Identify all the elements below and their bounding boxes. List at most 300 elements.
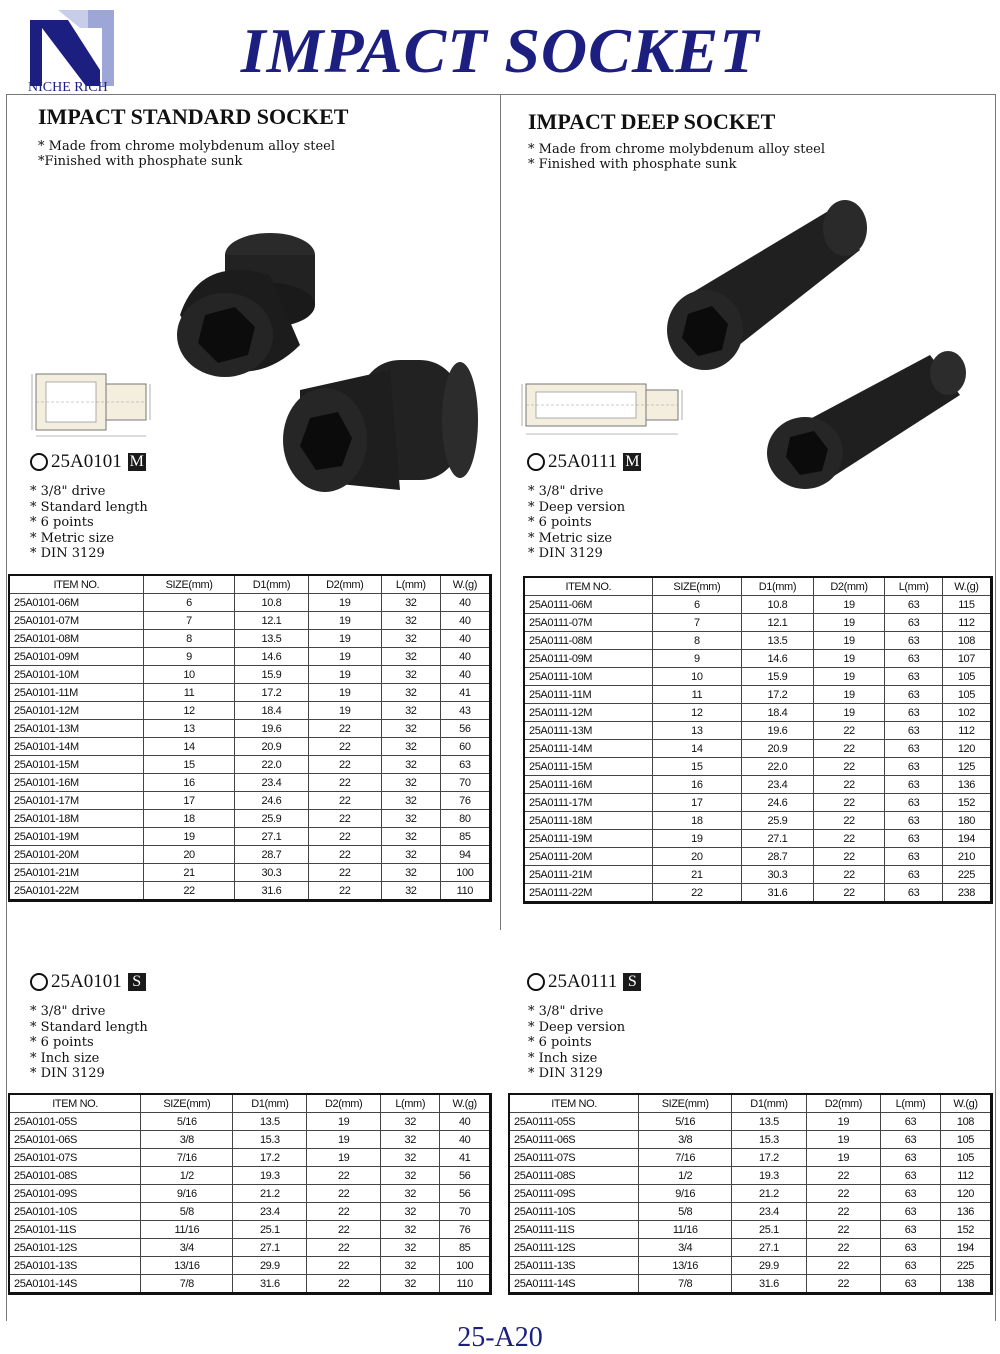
metric-badge: M [625,453,640,470]
table-row [9,720,491,738]
item-number-cell: 25A0111-06S [509,1131,639,1149]
table-cell: 22 [806,1167,880,1185]
table-cell: 40 [440,630,490,648]
table-cell: 13/16 [639,1257,732,1275]
table-cell: 22 [813,884,885,903]
item-number-cell: 25A0101-05S [9,1113,141,1131]
circle-icon [30,973,48,991]
table-cell: 10.8 [235,594,308,612]
item-number-cell: 25A0111-09S [509,1185,639,1203]
item-number-cell: 25A0101-08M [9,630,143,648]
table-cell: 210 [942,848,991,866]
item-number-cell: 25A0111-22M [524,884,652,903]
table-cell: 22 [813,794,885,812]
table-row [9,1203,491,1221]
table-cell: 94 [440,846,490,864]
table-cell: 22 [308,810,381,828]
table-cell: 22 [307,1167,381,1185]
table-cell: 22 [307,1185,381,1203]
table-cell: 22 [308,792,381,810]
table-cell: 32 [381,612,440,630]
table-row [524,830,992,848]
table-row [524,740,992,758]
column-divider [500,94,501,930]
table-cell: 22 [143,882,235,901]
table-cell: 32 [381,1203,440,1221]
item-number-cell: 25A0101-21M [9,864,143,882]
table-cell: 32 [381,810,440,828]
table-cell: 32 [381,702,440,720]
table-cell: 30.3 [742,866,814,884]
table-row [9,864,491,882]
table-cell: 19 [307,1131,381,1149]
table-cell: 63 [881,1185,941,1203]
table-cell: 22 [813,758,885,776]
deep-inch-specs [528,1004,625,1082]
item-number-cell: 25A0101-12S [9,1239,141,1257]
table-cell: 120 [940,1185,991,1203]
table-cell: 22 [308,774,381,792]
item-number-cell: 25A0111-11S [509,1221,639,1239]
table-cell: 5/16 [639,1113,732,1131]
item-number-cell: 25A0101-16M [9,774,143,792]
table-row [9,684,491,702]
table-row [524,632,992,650]
table-cell: 23.4 [742,776,814,794]
table-cell: 17.2 [235,684,308,702]
deep-features [528,142,825,172]
page-title: IMPACT SOCKET [240,15,760,86]
table-cell: 194 [940,1239,991,1257]
table-row [9,738,491,756]
table-row [524,668,992,686]
item-number-cell: 25A0101-07S [9,1149,141,1167]
table-cell: 22 [813,866,885,884]
spec-line: * 6 points [30,515,94,530]
table-cell: 63 [885,884,943,903]
table-cell: 180 [942,812,991,830]
table-cell: 19 [652,830,742,848]
item-number-cell: 25A0111-16M [524,776,652,794]
table-cell: 32 [381,1185,440,1203]
table-cell: 63 [885,722,943,740]
table-row [524,848,992,866]
table-cell: 11/16 [639,1221,732,1239]
table-cell: 18 [652,812,742,830]
table-cell: 18 [143,810,235,828]
table-cell: 9/16 [141,1185,233,1203]
item-number-cell: 25A0111-09M [524,650,652,668]
table-cell: 22 [813,848,885,866]
table-row [509,1203,992,1221]
table-cell: 19 [813,650,885,668]
table-cell: 112 [942,722,991,740]
table-row [509,1185,992,1203]
table-row [9,1113,491,1131]
table-cell: 32 [381,648,440,666]
table-cell: 63 [440,756,490,774]
spec-line: * Standard length [30,1019,148,1035]
table-cell: 32 [381,774,440,792]
table-cell: 63 [885,776,943,794]
table-cell: 32 [381,684,440,702]
table-cell: 14.6 [742,650,814,668]
column-header: SIZE(mm) [639,1094,732,1113]
table-row [9,594,491,612]
table-cell: 63 [885,632,943,650]
table-cell: 31.6 [732,1275,806,1294]
table-cell: 15 [652,758,742,776]
standard-features [38,139,335,169]
table-cell: 63 [885,866,943,884]
spec-line: * DIN 3129 [528,1066,603,1081]
table-row [524,758,992,776]
table-cell: 108 [940,1113,991,1131]
table-cell: 17 [652,794,742,812]
column-header: D2(mm) [813,577,885,596]
table-cell: 7/16 [639,1149,732,1167]
item-number-cell: 25A0111-14S [509,1275,639,1294]
table-cell: 63 [881,1131,941,1149]
table-cell: 20.9 [235,738,308,756]
table-cell: 24.6 [742,794,814,812]
column-header: W.(g) [440,575,490,594]
item-number-cell: 25A0111-17M [524,794,652,812]
table-cell: 22 [806,1221,880,1239]
table-cell: 32 [381,882,440,901]
table-cell: 43 [440,702,490,720]
table-cell: 19 [308,630,381,648]
table-header-row [509,1094,992,1113]
table-cell: 30.3 [235,864,308,882]
column-header: SIZE(mm) [141,1094,233,1113]
table-cell: 85 [440,1239,491,1257]
table-row [9,828,491,846]
table-row [509,1131,992,1149]
item-number-cell: 25A0111-05S [509,1113,639,1131]
item-number-cell: 25A0101-11S [9,1221,141,1239]
table-cell: 63 [885,668,943,686]
item-number-cell: 25A0111-19M [524,830,652,848]
table-cell: 10.8 [742,596,814,614]
table-cell: 105 [940,1149,991,1167]
deep-metric-heading [527,451,641,473]
column-header: D2(mm) [308,575,381,594]
column-header: ITEM NO. [9,575,143,594]
deep-metric-specs [528,484,625,562]
item-number-cell: 25A0101-22M [9,882,143,901]
table-cell: 22 [308,882,381,901]
table-cell: 23.4 [732,1203,806,1221]
column-header: D2(mm) [806,1094,880,1113]
table-cell: 10 [652,668,742,686]
table-row [509,1149,992,1167]
column-header: ITEM NO. [524,577,652,596]
table-cell: 70 [440,1203,491,1221]
column-header: L(mm) [381,1094,440,1113]
deep-inch-heading [527,971,641,993]
table-cell: 63 [885,740,943,758]
circle-icon [527,973,545,991]
table-cell: 125 [942,758,991,776]
table-cell: 10 [143,666,235,684]
table-cell: 22.0 [235,756,308,774]
table-cell: 63 [885,812,943,830]
standard-socket-title: IMPACT STANDARD SOCKET [38,104,349,129]
table-cell: 22 [813,740,885,758]
table-row [509,1257,992,1275]
table-cell: 138 [940,1275,991,1294]
table-cell: 238 [942,884,991,903]
table-cell: 8 [652,632,742,650]
table-row [524,650,992,668]
table-cell: 22 [307,1257,381,1275]
table-cell: 23.4 [233,1203,307,1221]
table-cell: 32 [381,666,440,684]
table-cell: 110 [440,1275,491,1294]
table-cell: 13.5 [233,1113,307,1131]
column-header: ITEM NO. [9,1094,141,1113]
table-row [9,1221,491,1239]
table-cell: 22 [813,776,885,794]
spec-line: * Metric size [528,530,613,546]
inch-badge: S [623,973,641,991]
table-cell: 16 [652,776,742,794]
table-cell: 60 [440,738,490,756]
table-cell: 23.4 [235,774,308,792]
table-cell: 25.9 [235,810,308,828]
table-cell: 18.4 [742,704,814,722]
column-header: W.(g) [940,1094,991,1113]
item-number-cell: 25A0111-20M [524,848,652,866]
table-cell: 80 [440,810,490,828]
table-cell: 19.6 [235,720,308,738]
table-row [9,1275,491,1294]
table-cell: 19.6 [742,722,814,740]
table-cell: 19 [806,1113,880,1131]
table-cell: 63 [885,650,943,668]
table-cell: 22 [308,864,381,882]
item-number-cell: 25A0101-06S [9,1131,141,1149]
table-cell: 17.2 [732,1149,806,1167]
table-row [9,846,491,864]
spec-line: * Inch size [30,1050,100,1066]
table-cell: 1/2 [141,1167,233,1185]
column-header: L(mm) [381,575,440,594]
item-number-cell: 25A0111-07M [524,614,652,632]
table-cell: 22 [813,830,885,848]
table-cell: 41 [440,1149,491,1167]
spec-line: * 3/8" drive [528,484,604,499]
inch-badge: S [128,973,146,991]
table-cell: 32 [381,1221,440,1239]
table-cell: 22 [806,1257,880,1275]
table-cell: 5/8 [639,1203,732,1221]
table-cell: 63 [885,794,943,812]
table-cell: 40 [440,1113,491,1131]
table-cell: 19 [307,1149,381,1167]
table-cell: 9 [143,648,235,666]
deep-inch-table [508,1093,993,1295]
item-number-cell: 25A0111-18M [524,812,652,830]
table-cell: 63 [881,1257,941,1275]
standard-inch-specs [30,1004,148,1082]
item-number-cell: 25A0101-13S [9,1257,141,1275]
item-number-cell: 25A0101-11M [9,684,143,702]
circle-icon [527,453,545,471]
spec-line: * Deep version [528,1019,626,1035]
table-cell: 63 [885,830,943,848]
table-row [524,704,992,722]
table-cell: 19 [308,666,381,684]
item-number-cell: 25A0101-18M [9,810,143,828]
table-cell: 19 [308,648,381,666]
table-cell: 25.1 [732,1221,806,1239]
table-cell: 85 [440,828,490,846]
item-number-cell: 25A0111-07S [509,1149,639,1167]
table-cell: 41 [440,684,490,702]
item-number-cell: 25A0111-08S [509,1167,639,1185]
table-cell: 63 [881,1221,941,1239]
page-number: 25-A20 [457,1322,543,1353]
table-cell: 63 [881,1239,941,1257]
item-number-cell: 25A0111-12S [509,1239,639,1257]
table-cell: 22 [307,1239,381,1257]
circle-icon [30,453,48,471]
table-cell: 24.6 [235,792,308,810]
table-cell: 32 [381,1131,440,1149]
deep-socket-title: IMPACT DEEP SOCKET [528,109,776,134]
table-cell: 25.1 [233,1221,307,1239]
item-number-cell: 25A0101-10S [9,1203,141,1221]
table-cell: 3/4 [141,1239,233,1257]
spec-line: * DIN 3129 [30,1066,105,1081]
column-header: SIZE(mm) [652,577,742,596]
table-row [524,812,992,830]
item-code: 25A0101 [51,971,122,992]
table-cell: 32 [381,1239,440,1257]
table-cell: 19 [813,686,885,704]
table-cell: 6 [652,596,742,614]
item-number-cell: 25A0101-15M [9,756,143,774]
table-cell: 22 [813,812,885,830]
table-cell: 63 [881,1149,941,1167]
table-cell: 32 [381,864,440,882]
table-cell: 22 [308,756,381,774]
table-cell: 5/8 [141,1203,233,1221]
table-cell: 63 [885,596,943,614]
table-row [9,630,491,648]
table-cell: 27.1 [742,830,814,848]
standard-metric-heading [30,451,146,473]
table-cell: 5/16 [141,1113,233,1131]
table-cell: 31.6 [233,1275,307,1294]
table-row [524,722,992,740]
spec-line: * DIN 3129 [528,546,603,561]
table-cell: 19 [813,596,885,614]
table-cell: 27.1 [235,828,308,846]
standard-socket-diagram [30,370,155,440]
column-header: W.(g) [942,577,991,596]
table-cell: 76 [440,1221,491,1239]
table-cell: 32 [381,1113,440,1131]
table-row [9,1239,491,1257]
table-cell: 19 [806,1131,880,1149]
table-row [9,666,491,684]
spec-line: * 6 points [528,1035,592,1050]
table-cell: 112 [940,1167,991,1185]
table-cell: 22 [308,738,381,756]
table-header-row [9,575,491,594]
table-cell: 108 [942,632,991,650]
item-number-cell: 25A0111-10S [509,1203,639,1221]
metric-badge: M [129,453,144,470]
table-cell: 29.9 [233,1257,307,1275]
table-row [9,1131,491,1149]
table-cell: 14.6 [235,648,308,666]
table-row [9,810,491,828]
table-cell: 20.9 [742,740,814,758]
table-cell: 7 [652,614,742,632]
table-cell: 32 [381,1275,440,1294]
table-cell: 6 [143,594,235,612]
table-row [9,756,491,774]
item-number-cell: 25A0101-20M [9,846,143,864]
table-cell: 22 [806,1203,880,1221]
table-cell: 100 [440,1257,491,1275]
table-cell: 107 [942,650,991,668]
column-header: L(mm) [885,577,943,596]
table-row [9,1149,491,1167]
table-cell: 32 [381,594,440,612]
table-cell: 115 [942,596,991,614]
table-row [509,1275,992,1294]
table-cell: 13/16 [141,1257,233,1275]
table-cell: 21.2 [732,1185,806,1203]
table-cell: 21 [652,866,742,884]
table-cell: 76 [440,792,490,810]
brand-name: NICHE RICH [28,80,108,95]
table-cell: 19 [813,704,885,722]
table-row [9,882,491,901]
item-number-cell: 25A0111-13M [524,722,652,740]
table-cell: 25.9 [742,812,814,830]
table-cell: 32 [381,738,440,756]
table-row [9,648,491,666]
table-header-row [9,1094,491,1113]
table-cell: 22 [307,1275,381,1294]
deep-socket-photo-bottom [760,345,970,495]
item-number-cell: 25A0111-14M [524,740,652,758]
table-cell: 63 [885,686,943,704]
table-cell: 15.9 [742,668,814,686]
deep-metric-table [523,576,993,904]
table-cell: 11 [652,686,742,704]
table-cell: 40 [440,612,490,630]
table-cell: 63 [881,1113,941,1131]
table-cell: 32 [381,720,440,738]
table-cell: 13 [652,722,742,740]
item-number-cell: 25A0101-09S [9,1185,141,1203]
table-cell: 19 [308,594,381,612]
item-number-cell: 25A0111-08M [524,632,652,650]
item-number-cell: 25A0101-09M [9,648,143,666]
table-cell: 136 [942,776,991,794]
table-cell: 19.3 [732,1167,806,1185]
spec-line: * Deep version [528,499,626,515]
table-cell: 63 [881,1167,941,1185]
table-cell: 19 [813,668,885,686]
